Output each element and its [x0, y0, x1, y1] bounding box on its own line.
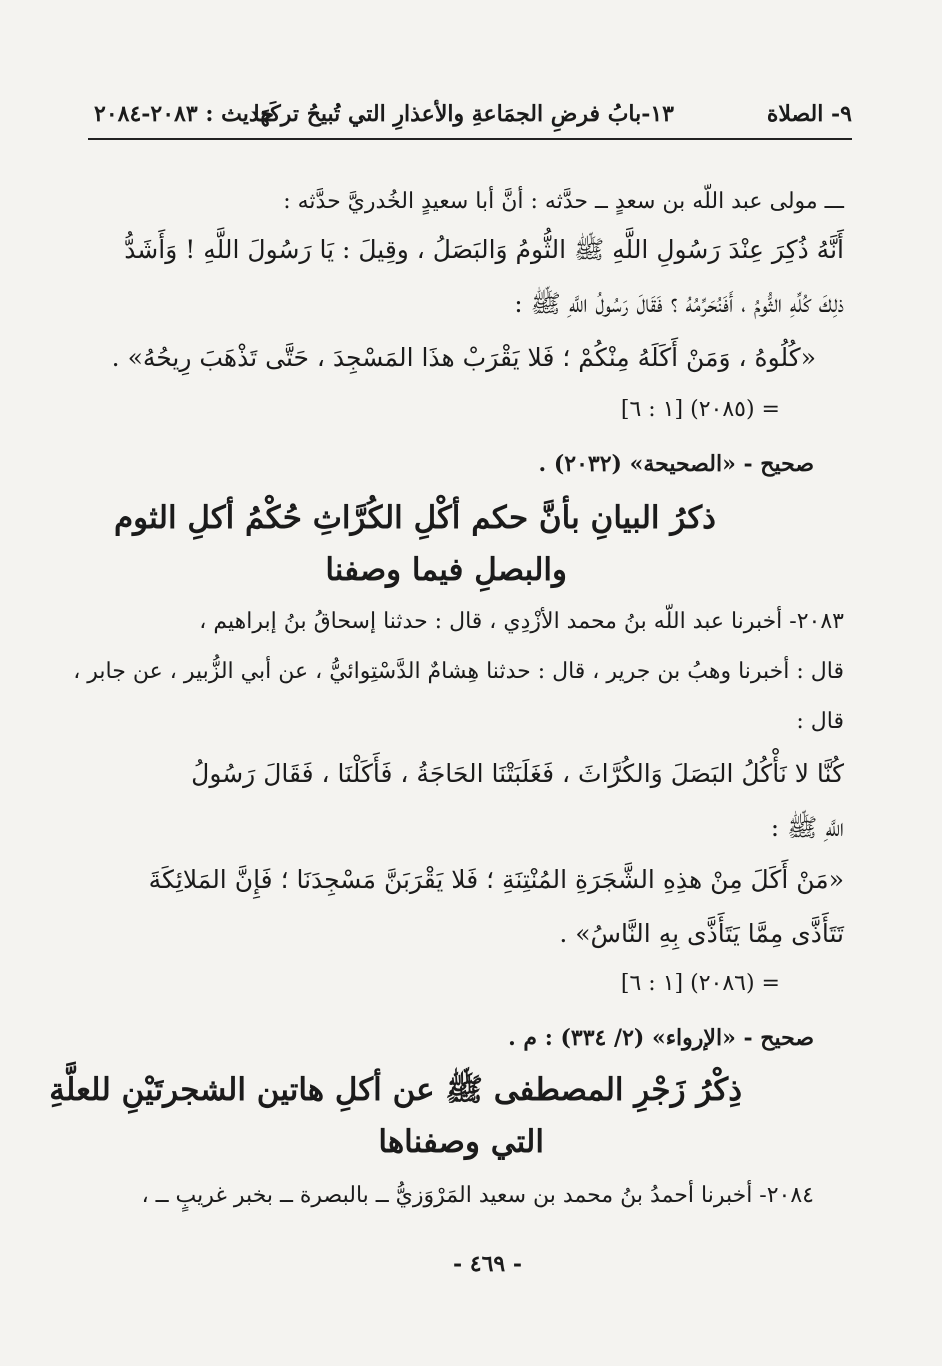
- section-heading: ذكرُ البيانِ بأنَّ حكم أكْلِ الكُرَّاثِ حُكْمُ أكلِ الثوم: [113, 500, 716, 536]
- isnad-line: قال :: [796, 709, 844, 734]
- header-section-title: ١٣-بابُ فرضِ الجمَاعةِ والأعذارِ التي تُبيحُ تركَهَا: [253, 101, 674, 127]
- text-line: ذلِكَ كُلِّهِ الثُّومُ ، أَفَنُحَرِّمُهُ ؟ فَقَالَ رَسُولُ اللَّهِ ﷺ :: [514, 289, 844, 318]
- hadith-text: «مَنْ أَكَلَ مِنْ هذِهِ الشَّجَرَةِ المُنْتِنَةِ ؛ فَلا يَقْرَبَنَّ مَسْجِدَنَا ؛ فَإِنَّ المَلائِكَةَ: [148, 865, 844, 894]
- header-hadith-range: حديث : ٢٠٨٣-٢٠٨٤: [94, 101, 274, 127]
- hadith-text: «كُلُوهُ ، وَمَنْ أَكَلَهُ مِنْكُمْ ؛ فَلا يَقْرَبْ هذَا المَسْجِدَ ، حَتَّى تَذْهَبَ رِيحُهُ» .: [111, 343, 816, 372]
- header-chapter: ٩- الصلاة: [766, 101, 852, 127]
- hadith-text: تَتَأَذَّى مِمَّا يَتَأَذَّى بِهِ النَّاسُ» .: [559, 919, 844, 948]
- grading: صحيح - «الصحيحة» (٢٠٣٢) .: [538, 451, 814, 477]
- text-line: أَنَّهُ ذُكِرَ عِنْدَ رَسُولِ اللَّهِ ﷺ الثُّومُ وَالبَصَلُ ، وقِيلَ : يَا رَسُولَ اللَّهِ ! وَأَشَدُّ: [124, 235, 844, 264]
- isnad-line: ٢٠٨٤- أخبرنا أحمدُ بنُ محمد بن سعيد المَرْوَزيُّ ــ بالبصرة ــ بخبر غريبٍ ــ ،: [141, 1183, 814, 1208]
- cross-reference: = (٢٠٨٥) [١ : ٦]: [620, 397, 780, 422]
- header-rule: [88, 138, 852, 140]
- cross-reference: = (٢٠٨٦) [١ : ٦]: [620, 971, 780, 996]
- section-heading: والبصلِ فيما وصفنا: [325, 552, 567, 588]
- isnad-line: قال : أخبرنا وهبُ بن جرير ، قال : حدثنا هِشامٌ الدَّسْتِوائيُّ ، عن أبي الزُّبير ، عن جابر ،: [73, 659, 844, 684]
- text-line: ـــ مولى عبد اللّه بن سعدٍ ــ حدَّثه : أنَّ أبا سعيدٍ الخُدريَّ حدَّثه :: [283, 189, 844, 214]
- grading: صحيح - «الإرواء» (٢/ ٣٣٤) : م .: [508, 1025, 814, 1051]
- hadith-text: اللَّهِ ﷺ :: [770, 813, 844, 842]
- page-number: - ٤٦٩ -: [452, 1251, 522, 1277]
- hadith-text: كُنَّا لا نَأْكُلُ البَصَلَ وَالكُرَّاثَ ، فَغَلَبَتْنَا الحَاجَةُ ، فَأَكَلْنَا ، فَقَالَ رَسُولُ: [191, 759, 844, 788]
- section-heading: التي وصفناها: [378, 1124, 544, 1160]
- isnad-line: ٢٠٨٣- أخبرنا عبد اللّه بنُ محمد الأزْدِي ، قال : حدثنا إسحاقُ بنُ إبراهيم ،: [199, 609, 844, 634]
- section-heading: ذِكْرُ زَجْرِ المصطفى ﷺ عن أكلِ هاتين الشجرتَيْنِ للعلَّةِ: [49, 1072, 742, 1108]
